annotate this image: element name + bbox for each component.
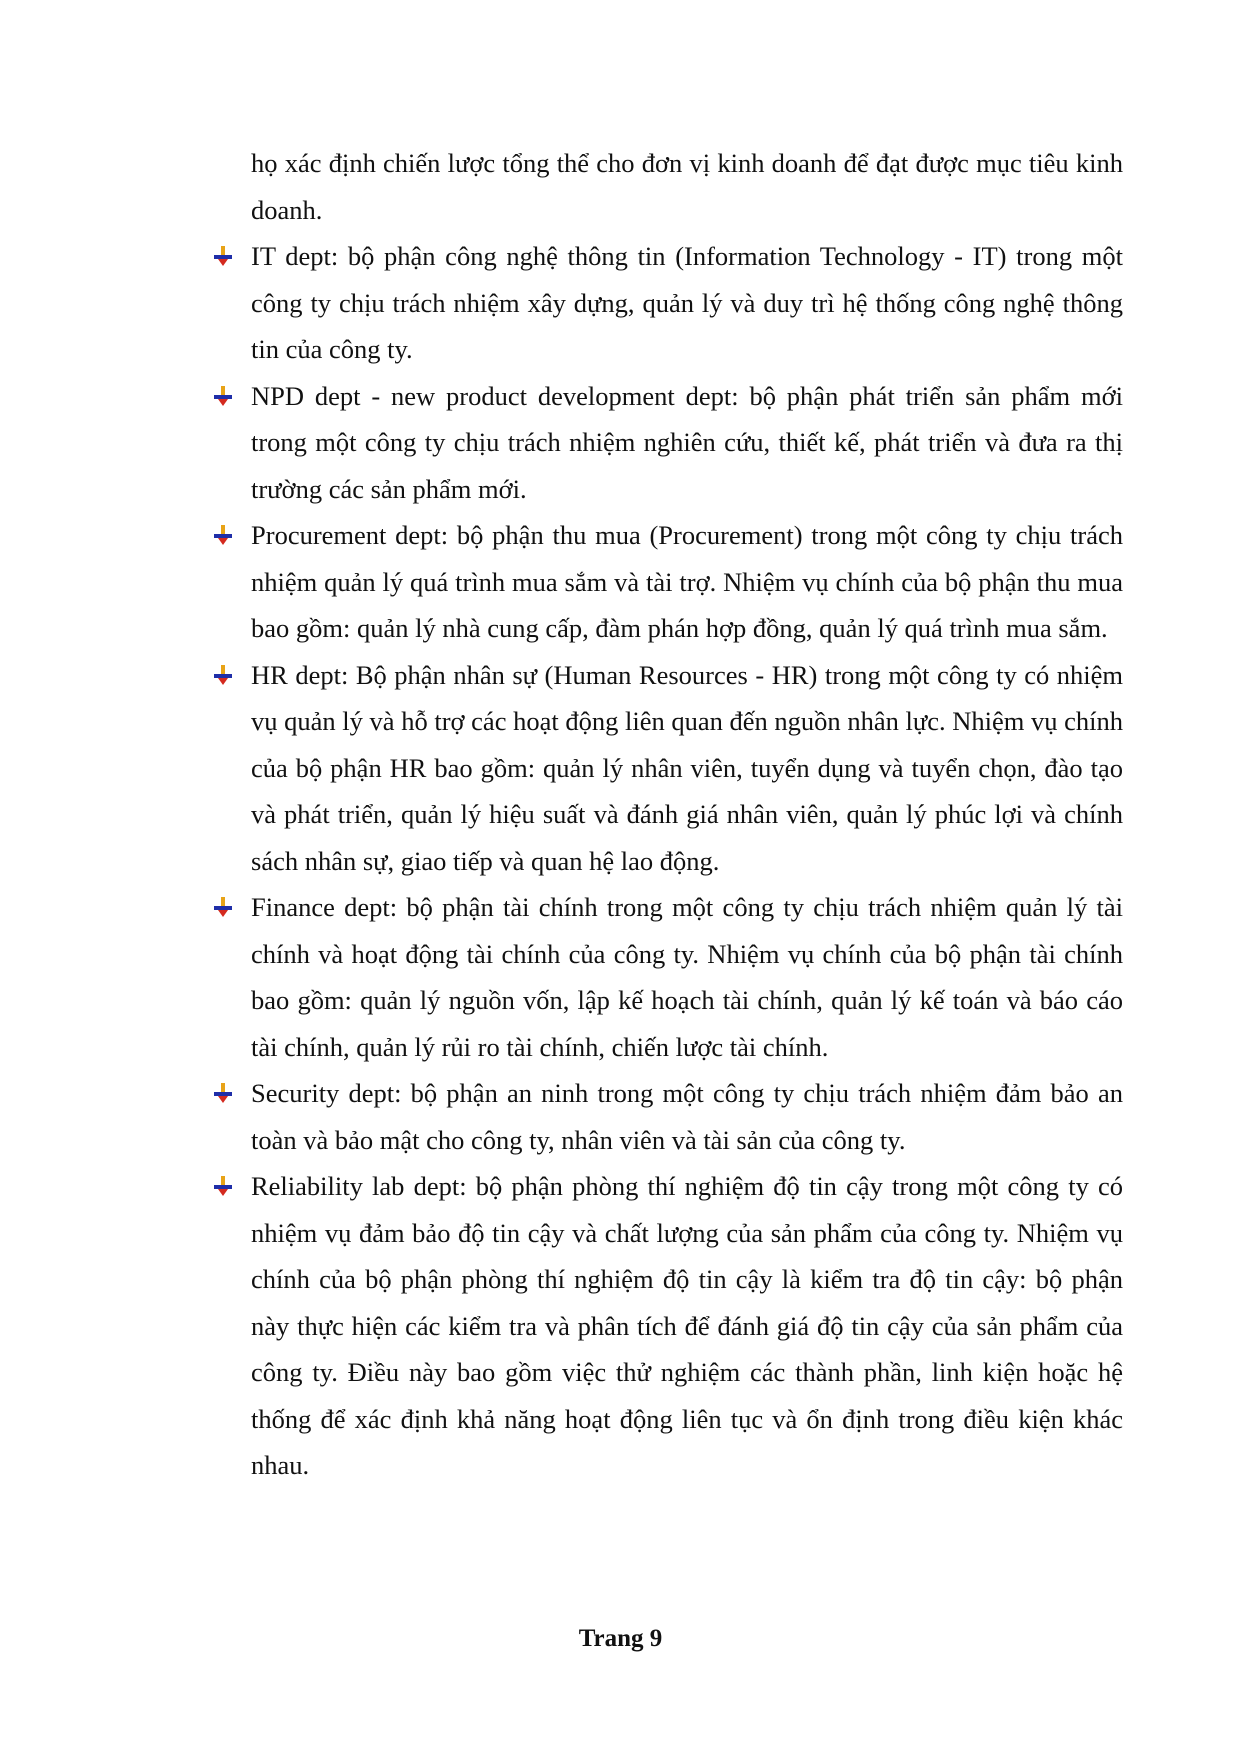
arrow-down-cross-icon	[213, 386, 233, 406]
arrow-down-cross-icon	[213, 897, 233, 917]
bullet-text: Finance dept: bộ phận tài chính trong một công ty chịu trách nhiệm quản lý tài chính và hoạt động tài chính của công ty. Nhiệm vụ chính của bộ phận tài chính bao gồm: quản lý nguồn vốn, lập kế hoạch tài chính, quản lý kế toán và báo cáo tài chính, quản lý rủi ro tài chính, chiến lược tài chính.	[251, 892, 1123, 1062]
bullet-text: Reliability lab dept: bộ phận phòng thí nghiệm độ tin cậy trong một công ty có nhiệm vụ đảm bảo độ tin cậy và chất lượng của sản phẩm của công ty. Nhiệm vụ chính của bộ phận phòng thí nghiệm độ tin cậy là kiểm tra độ tin cậy: bộ phận này thực hiện các kiểm tra và phân tích để đánh giá độ tin cậy của sản phẩm của công ty. Điều này bao gồm việc thử nghiệm các thành phần, linh kiện hoặc hệ thống để xác định khả năng hoạt động liên tục và ổn định trong điều kiện khác nhau.	[251, 1171, 1123, 1480]
arrow-down-cross-icon	[213, 525, 233, 545]
bullet-item-finance	[213, 884, 1123, 1070]
bullet-text: NPD dept - new product development dept: bộ phận phát triển sản phẩm mới trong một công ty chịu trách nhiệm nghiên cứu, thiết kế, phát triển và đưa ra thị trường các sản phẩm mới.	[251, 380, 1123, 504]
bullet-item-it	[213, 233, 1123, 373]
bullet-text: IT dept: bộ phận công nghệ thông tin (Information Technology - IT) trong một công ty chịu trách nhiệm xây dựng, quản lý và duy trì hệ thống công nghệ thông tin của công ty.	[251, 241, 1123, 364]
arrow-down-cross-icon	[213, 1176, 233, 1196]
bullet-text: HR dept: Bộ phận nhân sự (Human Resources - HR) trong một công ty có nhiệm vụ quản lý và hỗ trợ các hoạt động liên quan đến nguồn nhân lực. Nhiệm vụ chính của bộ phận HR bao gồm: quản lý nhân viên, tuyển dụng và tuyển chọn, đào tạo và phát triển, quản lý hiệu suất và đánh giá nhân viên, quản lý phúc lợi và chính sách nhân sự, giao tiếp và quan hệ lao động.	[251, 659, 1123, 876]
bullet-item-procurement	[213, 512, 1123, 652]
arrow-down-cross-icon	[213, 246, 233, 266]
arrow-down-cross-icon	[213, 665, 233, 685]
bullet-text: Security dept: bộ phận an ninh trong một công ty chịu trách nhiệm đảm bảo an toàn và bảo mật cho công ty, nhân viên và tài sản của công ty.	[251, 1078, 1123, 1155]
page-number: Trang 9	[578, 1625, 663, 1652]
bullet-item-hr	[213, 652, 1123, 885]
bullet-item-npd	[213, 373, 1123, 513]
arrow-down-cross-icon	[213, 1083, 233, 1103]
bullet-text: Procurement dept: bộ phận thu mua (Procurement) trong một công ty chịu trách nhiệm quản lý quá trình mua sắm và tài trợ. Nhiệm vụ chính của bộ phận thu mua bao gồm: quản lý nhà cung cấp, đàm phán hợp đồng, quản lý quá trình mua sắm.	[251, 520, 1123, 643]
bullet-item-reliability-lab	[213, 1163, 1123, 1489]
bullet-item-security	[213, 1070, 1123, 1163]
intro-paragraph: họ xác định chiến lược tổng thể cho đơn vị kinh doanh để đạt được mục tiêu kinh doanh.	[251, 148, 1123, 225]
document-body	[213, 140, 1123, 1489]
